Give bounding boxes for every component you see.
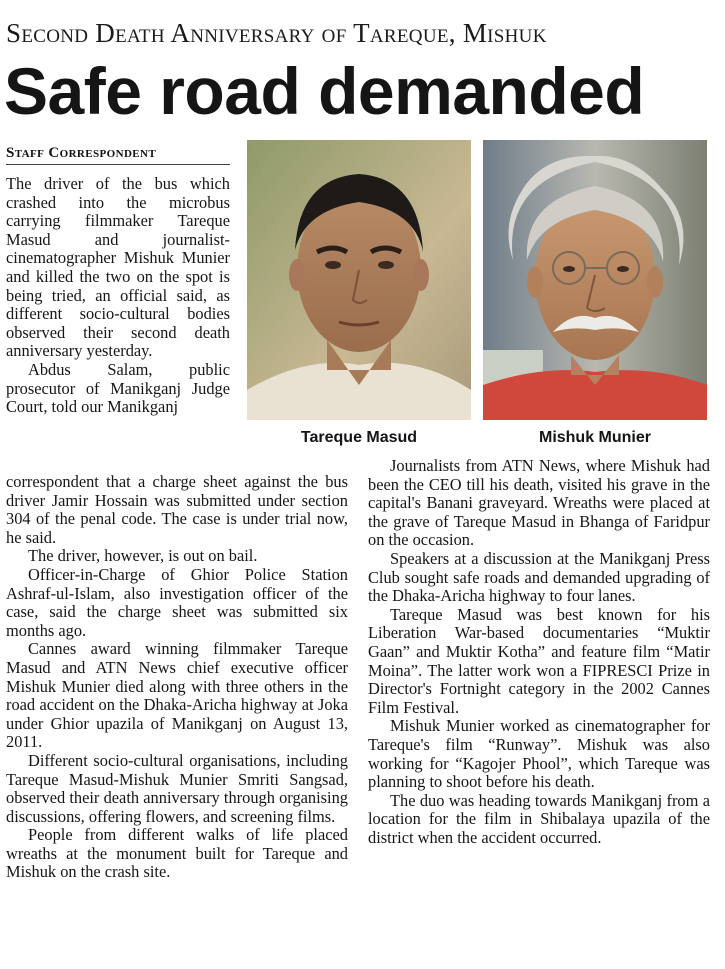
paragraph: Different socio-cultural organisations, including Tareque Masud-Mishuk Munier Smriti Sangsad, observed their death anniversary through organising discussions, offering flowers, and screening films. (6, 750, 348, 826)
photo-caption: Mishuk Munier (538, 429, 651, 446)
paragraph: The driver of the bus which crashed into the microbus carrying filmmaker Tareque Masud and journalist-cinematographer Mishuk Munier and killed the two on the spot is being tried, an official said, as different socio-cultural bodies observed their second death anniversary yesterday. (6, 174, 230, 361)
kicker-headline: Second Death Anniversary of Tareque, Mishuk (6, 18, 547, 48)
paragraph: Mishuk Munier worked as cinematographer for Tareque's film “Runway”. Mishuk was also working for “Kagojer Phool”, which Tareque was planning to shoot before his death. (368, 716, 710, 792)
byline: Staff Correspondent (6, 143, 230, 165)
paragraph: Officer-in-Charge of Ghior Police Station Ashraf-ul-Islam, also investigation officer of the case, said the charge sheet was submitted six months ago. (6, 564, 348, 640)
paragraph: Cannes award winning filmmaker Tareque Masud and ATN News chief executive officer Mishuk Munier died along with three others in the road accident on the Dhaka-Aricha highway at Joka under Ghior upazila of Manikganj on August 13, 2011. (6, 639, 348, 752)
paragraph: The duo was heading towards Manikganj from a location for the film in Shibalaya upazila of the district when the accident occurred. (368, 790, 710, 847)
paragraph: The driver, however, is out on bail. (28, 546, 258, 566)
photo-caption: Tareque Masud (300, 429, 418, 446)
paragraph: Tareque Masud was best known for his Liberation War-based documentaries “Muktir Gaan” and Muktir Kotha” and feature film “Matir Moina”. The latter work won a FIPRESCI Prize in Director's Fortnight category in the 2002 Cannes Film Festival. (368, 604, 710, 717)
paragraph: correspondent that a charge sheet against the bus driver Jamir Hossain was submitted under section 304 of the penal code. The case is under trial now, he said. (6, 472, 348, 547)
portrait-image (247, 140, 471, 420)
photo-tareque-masud (247, 140, 471, 420)
article-column-right (368, 457, 710, 847)
paragraph: People from different walks of life placed wreaths at the monument built for Tareque and Mishuk on the crash site. (6, 825, 348, 882)
article-column-left-narrow (6, 175, 230, 417)
paragraph: Journalists from ATN News, where Mishuk had been the CEO till his death, visited his grave in the capital's Banani graveyard. Wreaths were placed at the grave of Tareque Masud in Bhanga of Faridpur on the occasion. (368, 456, 710, 550)
portrait-image (483, 140, 707, 420)
page-title: Safe road demanded (4, 54, 645, 128)
paragraph: Abdus Salam, public prosecutor of Manikganj Judge Court, told our Manikganj (6, 359, 230, 417)
photo-mishuk-munier (483, 140, 707, 420)
article-column-left-wide (6, 473, 348, 882)
paragraph: Speakers at a discussion at the Manikganj Press Club sought safe roads and demanded upgrading of the Dhaka-Aricha highway to four lanes. (368, 548, 710, 606)
